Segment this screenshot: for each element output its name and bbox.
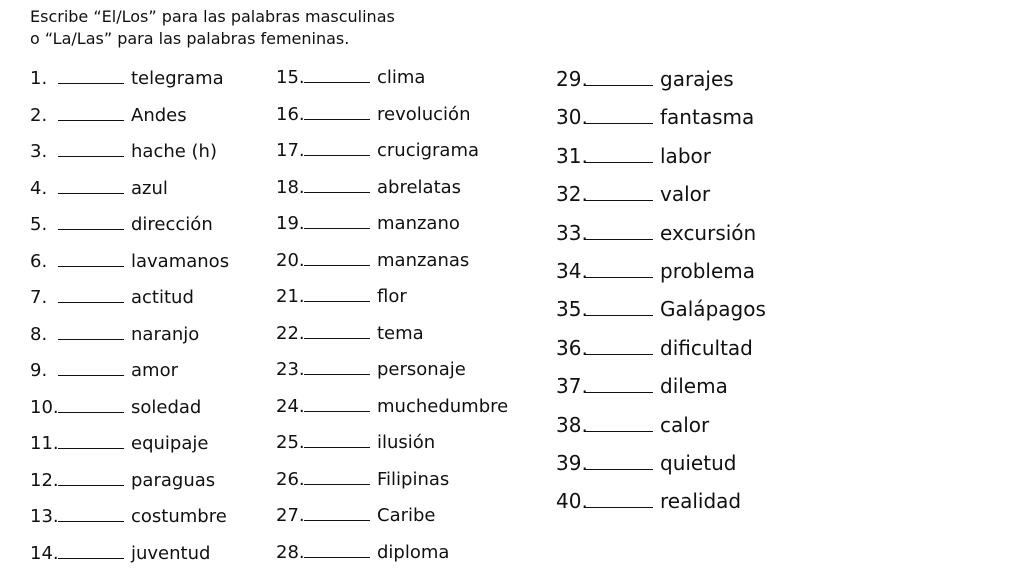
- answer-blank[interactable]: [58, 520, 124, 522]
- exercise-item: [30, 542, 229, 578]
- item-word: quietud: [660, 450, 736, 476]
- answer-blank[interactable]: [585, 199, 653, 201]
- item-word: valor: [660, 181, 710, 207]
- exercise-item: [556, 143, 766, 181]
- item-number: 3.: [30, 140, 58, 164]
- exercise-item: [30, 323, 229, 360]
- item-number: 16.: [276, 103, 304, 127]
- item-word: problema: [660, 258, 755, 284]
- item-number: 33.: [556, 220, 585, 246]
- exercise-item: [276, 212, 508, 249]
- item-word: equipaje: [131, 432, 208, 456]
- answer-blank[interactable]: [58, 374, 124, 376]
- answer-blank[interactable]: [304, 446, 370, 448]
- item-number: 26.: [276, 468, 304, 492]
- item-word: manzanas: [377, 249, 469, 273]
- exercise-item: [276, 395, 508, 432]
- exercise-item: [276, 468, 508, 505]
- exercise-item: [30, 140, 229, 177]
- exercise-item: [30, 213, 229, 250]
- item-word: tema: [377, 322, 424, 346]
- item-number: 38.: [556, 412, 585, 438]
- item-word: paraguas: [131, 469, 215, 493]
- exercise-item: [276, 176, 508, 213]
- exercise-item: [30, 432, 229, 469]
- exercise-item: [276, 358, 508, 395]
- item-number: 15.: [276, 66, 304, 90]
- item-number: 1.: [30, 67, 58, 91]
- exercise-item: [276, 285, 508, 322]
- item-number: 17.: [276, 139, 304, 163]
- item-number: 34.: [556, 258, 585, 284]
- exercise-item: [556, 104, 766, 142]
- item-word: diploma: [377, 541, 449, 565]
- item-number: 28.: [276, 541, 304, 565]
- item-word: soledad: [131, 396, 201, 420]
- answer-blank[interactable]: [585, 353, 653, 355]
- exercise-item: [30, 177, 229, 214]
- answer-blank[interactable]: [304, 410, 370, 412]
- exercise-item: [556, 66, 766, 104]
- exercise-item: [556, 335, 766, 373]
- item-number: 9.: [30, 359, 58, 383]
- exercise-item: [30, 359, 229, 396]
- answer-blank[interactable]: [58, 557, 124, 559]
- item-word: azul: [131, 177, 168, 201]
- answer-blank[interactable]: [304, 81, 370, 83]
- exercise-item: [276, 139, 508, 176]
- answer-blank[interactable]: [585, 161, 653, 163]
- answer-blank[interactable]: [585, 391, 653, 393]
- item-number: 18.: [276, 176, 304, 200]
- item-word: labor: [660, 143, 711, 169]
- item-number: 32.: [556, 181, 585, 207]
- item-number: 8.: [30, 323, 58, 347]
- exercise-item: [276, 504, 508, 541]
- answer-blank[interactable]: [58, 447, 124, 449]
- exercise-item: [556, 373, 766, 411]
- item-number: 19.: [276, 212, 304, 236]
- answer-blank[interactable]: [58, 155, 124, 157]
- item-number: 39.: [556, 450, 585, 476]
- item-word: hache (h): [131, 140, 217, 164]
- item-word: garajes: [660, 66, 734, 92]
- answer-blank[interactable]: [58, 192, 124, 194]
- answer-blank[interactable]: [304, 118, 370, 120]
- answer-blank[interactable]: [304, 264, 370, 266]
- exercise-item: [276, 66, 508, 103]
- answer-blank[interactable]: [304, 337, 370, 339]
- item-number: 27.: [276, 504, 304, 528]
- item-word: revolución: [377, 103, 470, 127]
- item-word: manzano: [377, 212, 460, 236]
- item-number: 7.: [30, 286, 58, 310]
- answer-blank[interactable]: [304, 483, 370, 485]
- answer-blank[interactable]: [585, 468, 653, 470]
- item-word: dificultad: [660, 335, 753, 361]
- item-number: 23.: [276, 358, 304, 382]
- instructions: [30, 6, 395, 50]
- item-word: naranjo: [131, 323, 199, 347]
- exercise-item: [276, 541, 508, 578]
- item-word: dilema: [660, 373, 728, 399]
- item-number: 2.: [30, 104, 58, 128]
- item-word: Galápagos: [660, 296, 766, 322]
- item-word: juventud: [131, 542, 210, 566]
- item-word: excursión: [660, 220, 756, 246]
- item-number: 37.: [556, 373, 585, 399]
- answer-blank[interactable]: [58, 338, 124, 340]
- exercise-item: [30, 396, 229, 433]
- item-number: 10.: [30, 396, 58, 420]
- answer-blank[interactable]: [585, 84, 653, 86]
- item-number: 6.: [30, 250, 58, 274]
- item-word: dirección: [131, 213, 213, 237]
- item-number: 36.: [556, 335, 585, 361]
- column-1: [30, 67, 229, 578]
- item-number: 12.: [30, 469, 58, 493]
- column-2: [276, 66, 508, 577]
- answer-blank[interactable]: [585, 430, 653, 432]
- item-word: Caribe: [377, 504, 436, 528]
- item-word: actitud: [131, 286, 194, 310]
- answer-blank[interactable]: [585, 122, 653, 124]
- answer-blank[interactable]: [304, 300, 370, 302]
- column-3: [556, 66, 766, 527]
- exercise-item: [276, 103, 508, 140]
- answer-blank[interactable]: [304, 556, 370, 558]
- item-word: personaje: [377, 358, 466, 382]
- answer-blank[interactable]: [585, 506, 653, 508]
- exercise-item: [276, 431, 508, 468]
- answer-blank[interactable]: [58, 265, 124, 267]
- exercise-item: [556, 412, 766, 450]
- item-number: 24.: [276, 395, 304, 419]
- item-word: crucigrama: [377, 139, 479, 163]
- item-word: flor: [377, 285, 407, 309]
- item-number: 31.: [556, 143, 585, 169]
- exercise-item: [556, 450, 766, 488]
- exercise-item: [30, 104, 229, 141]
- item-word: amor: [131, 359, 178, 383]
- answer-blank[interactable]: [58, 119, 124, 121]
- answer-blank[interactable]: [585, 238, 653, 240]
- exercise-item: [30, 505, 229, 542]
- exercise-item: [30, 67, 229, 104]
- answer-blank[interactable]: [585, 314, 653, 316]
- exercise-item: [556, 181, 766, 219]
- exercise-item: [556, 258, 766, 296]
- item-word: abrelatas: [377, 176, 461, 200]
- item-word: clima: [377, 66, 425, 90]
- item-word: calor: [660, 412, 709, 438]
- instructions-line-2: o “La/Las” para las palabras femeninas.: [30, 28, 395, 50]
- item-number: 25.: [276, 431, 304, 455]
- item-number: 40.: [556, 488, 585, 514]
- item-number: 30.: [556, 104, 585, 130]
- exercise-item: [276, 322, 508, 359]
- answer-blank[interactable]: [304, 191, 370, 193]
- item-number: 22.: [276, 322, 304, 346]
- exercise-item: [30, 469, 229, 506]
- item-number: 21.: [276, 285, 304, 309]
- item-number: 13.: [30, 505, 58, 529]
- exercise-item: [556, 220, 766, 258]
- answer-blank[interactable]: [58, 411, 124, 413]
- instructions-line-1: Escribe “El/Los” para las palabras masculinas: [30, 6, 395, 28]
- answer-blank[interactable]: [304, 519, 370, 521]
- exercise-item: [556, 488, 766, 526]
- item-number: 35.: [556, 296, 585, 322]
- item-number: 20.: [276, 249, 304, 273]
- item-number: 5.: [30, 213, 58, 237]
- item-word: Andes: [131, 104, 187, 128]
- exercise-item: [30, 286, 229, 323]
- answer-blank[interactable]: [58, 82, 124, 84]
- exercise-item: [276, 249, 508, 286]
- item-word: realidad: [660, 488, 741, 514]
- item-number: 11.: [30, 432, 58, 456]
- answer-blank[interactable]: [585, 276, 653, 278]
- item-word: costumbre: [131, 505, 227, 529]
- exercise-item: [556, 296, 766, 334]
- answer-blank[interactable]: [58, 228, 124, 230]
- item-number: 14.: [30, 542, 58, 566]
- answer-blank[interactable]: [304, 373, 370, 375]
- item-word: lavamanos: [131, 250, 229, 274]
- item-word: Filipinas: [377, 468, 449, 492]
- answer-blank[interactable]: [304, 227, 370, 229]
- exercise-item: [30, 250, 229, 287]
- answer-blank[interactable]: [304, 154, 370, 156]
- item-word: muchedumbre: [377, 395, 508, 419]
- item-word: ilusión: [377, 431, 435, 455]
- item-word: telegrama: [131, 67, 224, 91]
- item-number: 29.: [556, 66, 585, 92]
- item-word: fantasma: [660, 104, 754, 130]
- answer-blank[interactable]: [58, 484, 124, 486]
- item-number: 4.: [30, 177, 58, 201]
- answer-blank[interactable]: [58, 301, 124, 303]
